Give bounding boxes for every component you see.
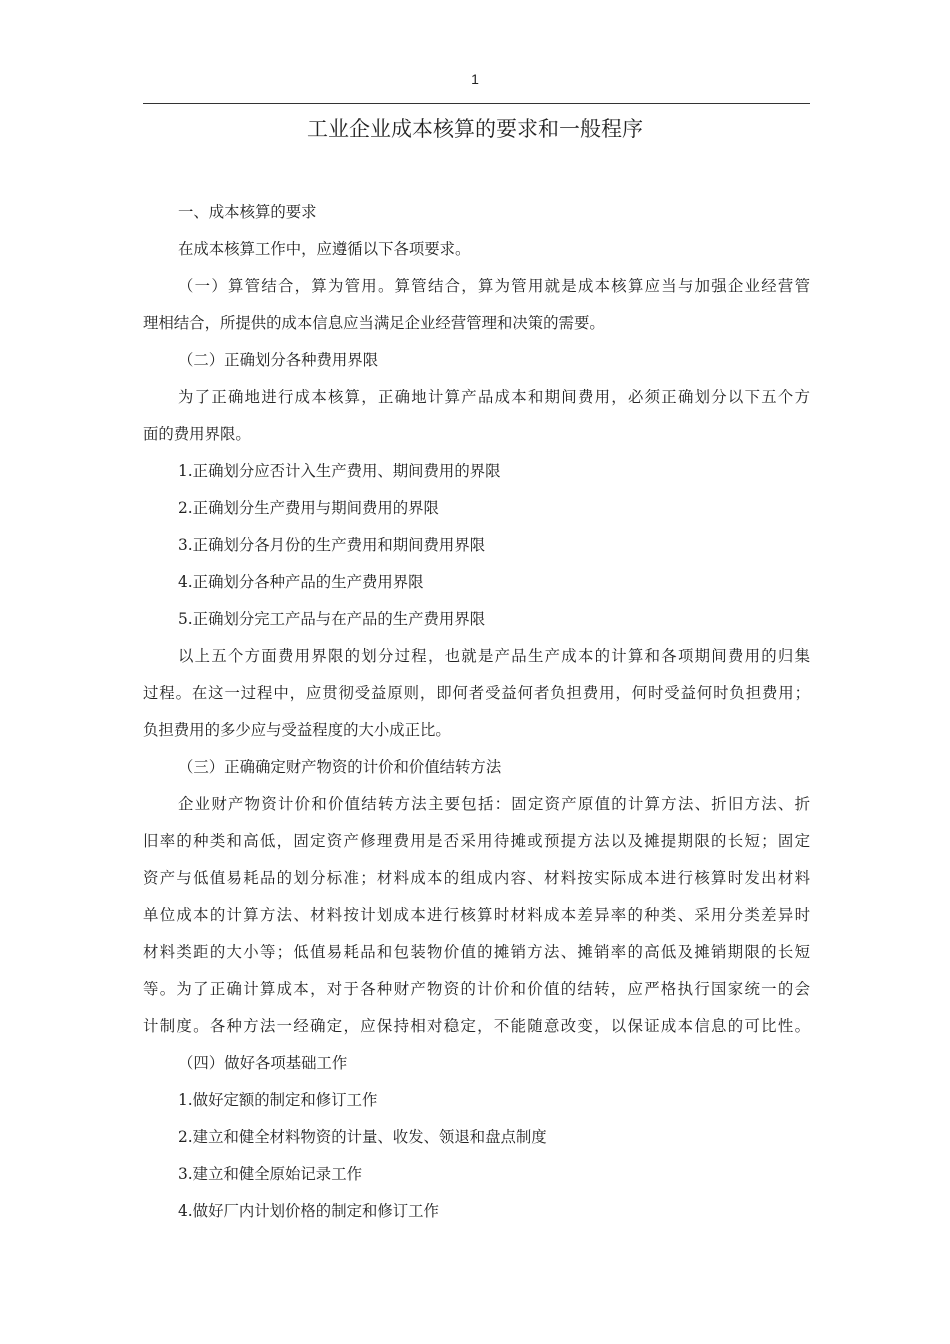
text-line: 1.做好定额的制定和修订工作 [178,1091,378,1109]
header-rule [143,103,810,104]
text-line: 旧率的种类和高低，固定资产修理费用是否采用待摊或预提方法以及摊提期限的长短；固定 [143,832,810,850]
text-line: 为了正确地进行成本核算，正确地计算产品成本和期间费用，必须正确划分以下五个方 [178,388,810,406]
text-line: （四）做好各项基础工作 [178,1054,348,1072]
text-line: 1.正确划分应否计入生产费用、期间费用的界限 [178,462,501,480]
text-line: 以上五个方面费用界限的划分过程，也就是产品生产成本的计算和各项期间费用的归集 [178,647,810,665]
text-line: （三）正确确定财产物资的计价和价值结转方法 [178,758,502,776]
text-line: （一）算管结合，算为管用。算管结合，算为管用就是成本核算应当与加强企业经营管 [178,277,810,295]
text-line: 理相结合，所提供的成本信息应当满足企业经营管理和决策的需要。 [143,314,605,332]
text-line: 5.正确划分完工产品与在产品的生产费用界限 [178,610,486,628]
text-line: 材料类距的大小等；低值易耗品和包装物价值的摊销方法、摊销率的高低及摊销期限的长短 [143,943,810,961]
document-body [143,194,810,1230]
text-line: 4.做好厂内计划价格的制定和修订工作 [178,1202,439,1220]
text-line: 计制度。各种方法一经确定，应保持相对稳定，不能随意改变，以保证成本信息的可比性。 [143,1017,810,1035]
text-line: 2.建立和健全材料物资的计量、收发、领退和盘点制度 [178,1128,547,1146]
text-line: 资产与低值易耗品的划分标准；材料成本的组成内容、材料按实际成本进行核算时发出材料 [143,869,810,887]
text-line: 过程。在这一过程中，应贯彻受益原则，即何者受益何者负担费用，何时受益何时负担费用； [143,684,810,702]
page-number: 1 [471,71,479,87]
text-line: 3.建立和健全原始记录工作 [178,1165,362,1183]
text-line: 单位成本的计算方法、材料按计划成本进行核算时材料成本差异率的种类、采用分类差异时 [143,906,810,924]
text-line: 4.正确划分各种产品的生产费用界限 [178,573,424,591]
text-line: 负担费用的多少应与受益程度的大小成正比。 [143,721,451,739]
text-line: 2.正确划分生产费用与期间费用的界限 [178,499,439,517]
text-line: 企业财产物资计价和价值结转方法主要包括：固定资产原值的计算方法、折旧方法、折 [178,795,810,813]
text-line: 3.正确划分各月份的生产费用和期间费用界限 [178,536,486,554]
text-line: （二）正确划分各种费用界限 [178,351,379,369]
text-line: 在成本核算工作中，应遵循以下各项要求。 [178,240,471,258]
text-line: 面的费用界限。 [143,425,251,443]
text-line: 一、成本核算的要求 [178,203,317,221]
text-line: 等。为了正确计算成本，对于各种财产物资的计价和价值的结转，应严格执行国家统一的会 [143,980,810,998]
document-title: 工业企业成本核算的要求和一般程序 [307,117,643,141]
